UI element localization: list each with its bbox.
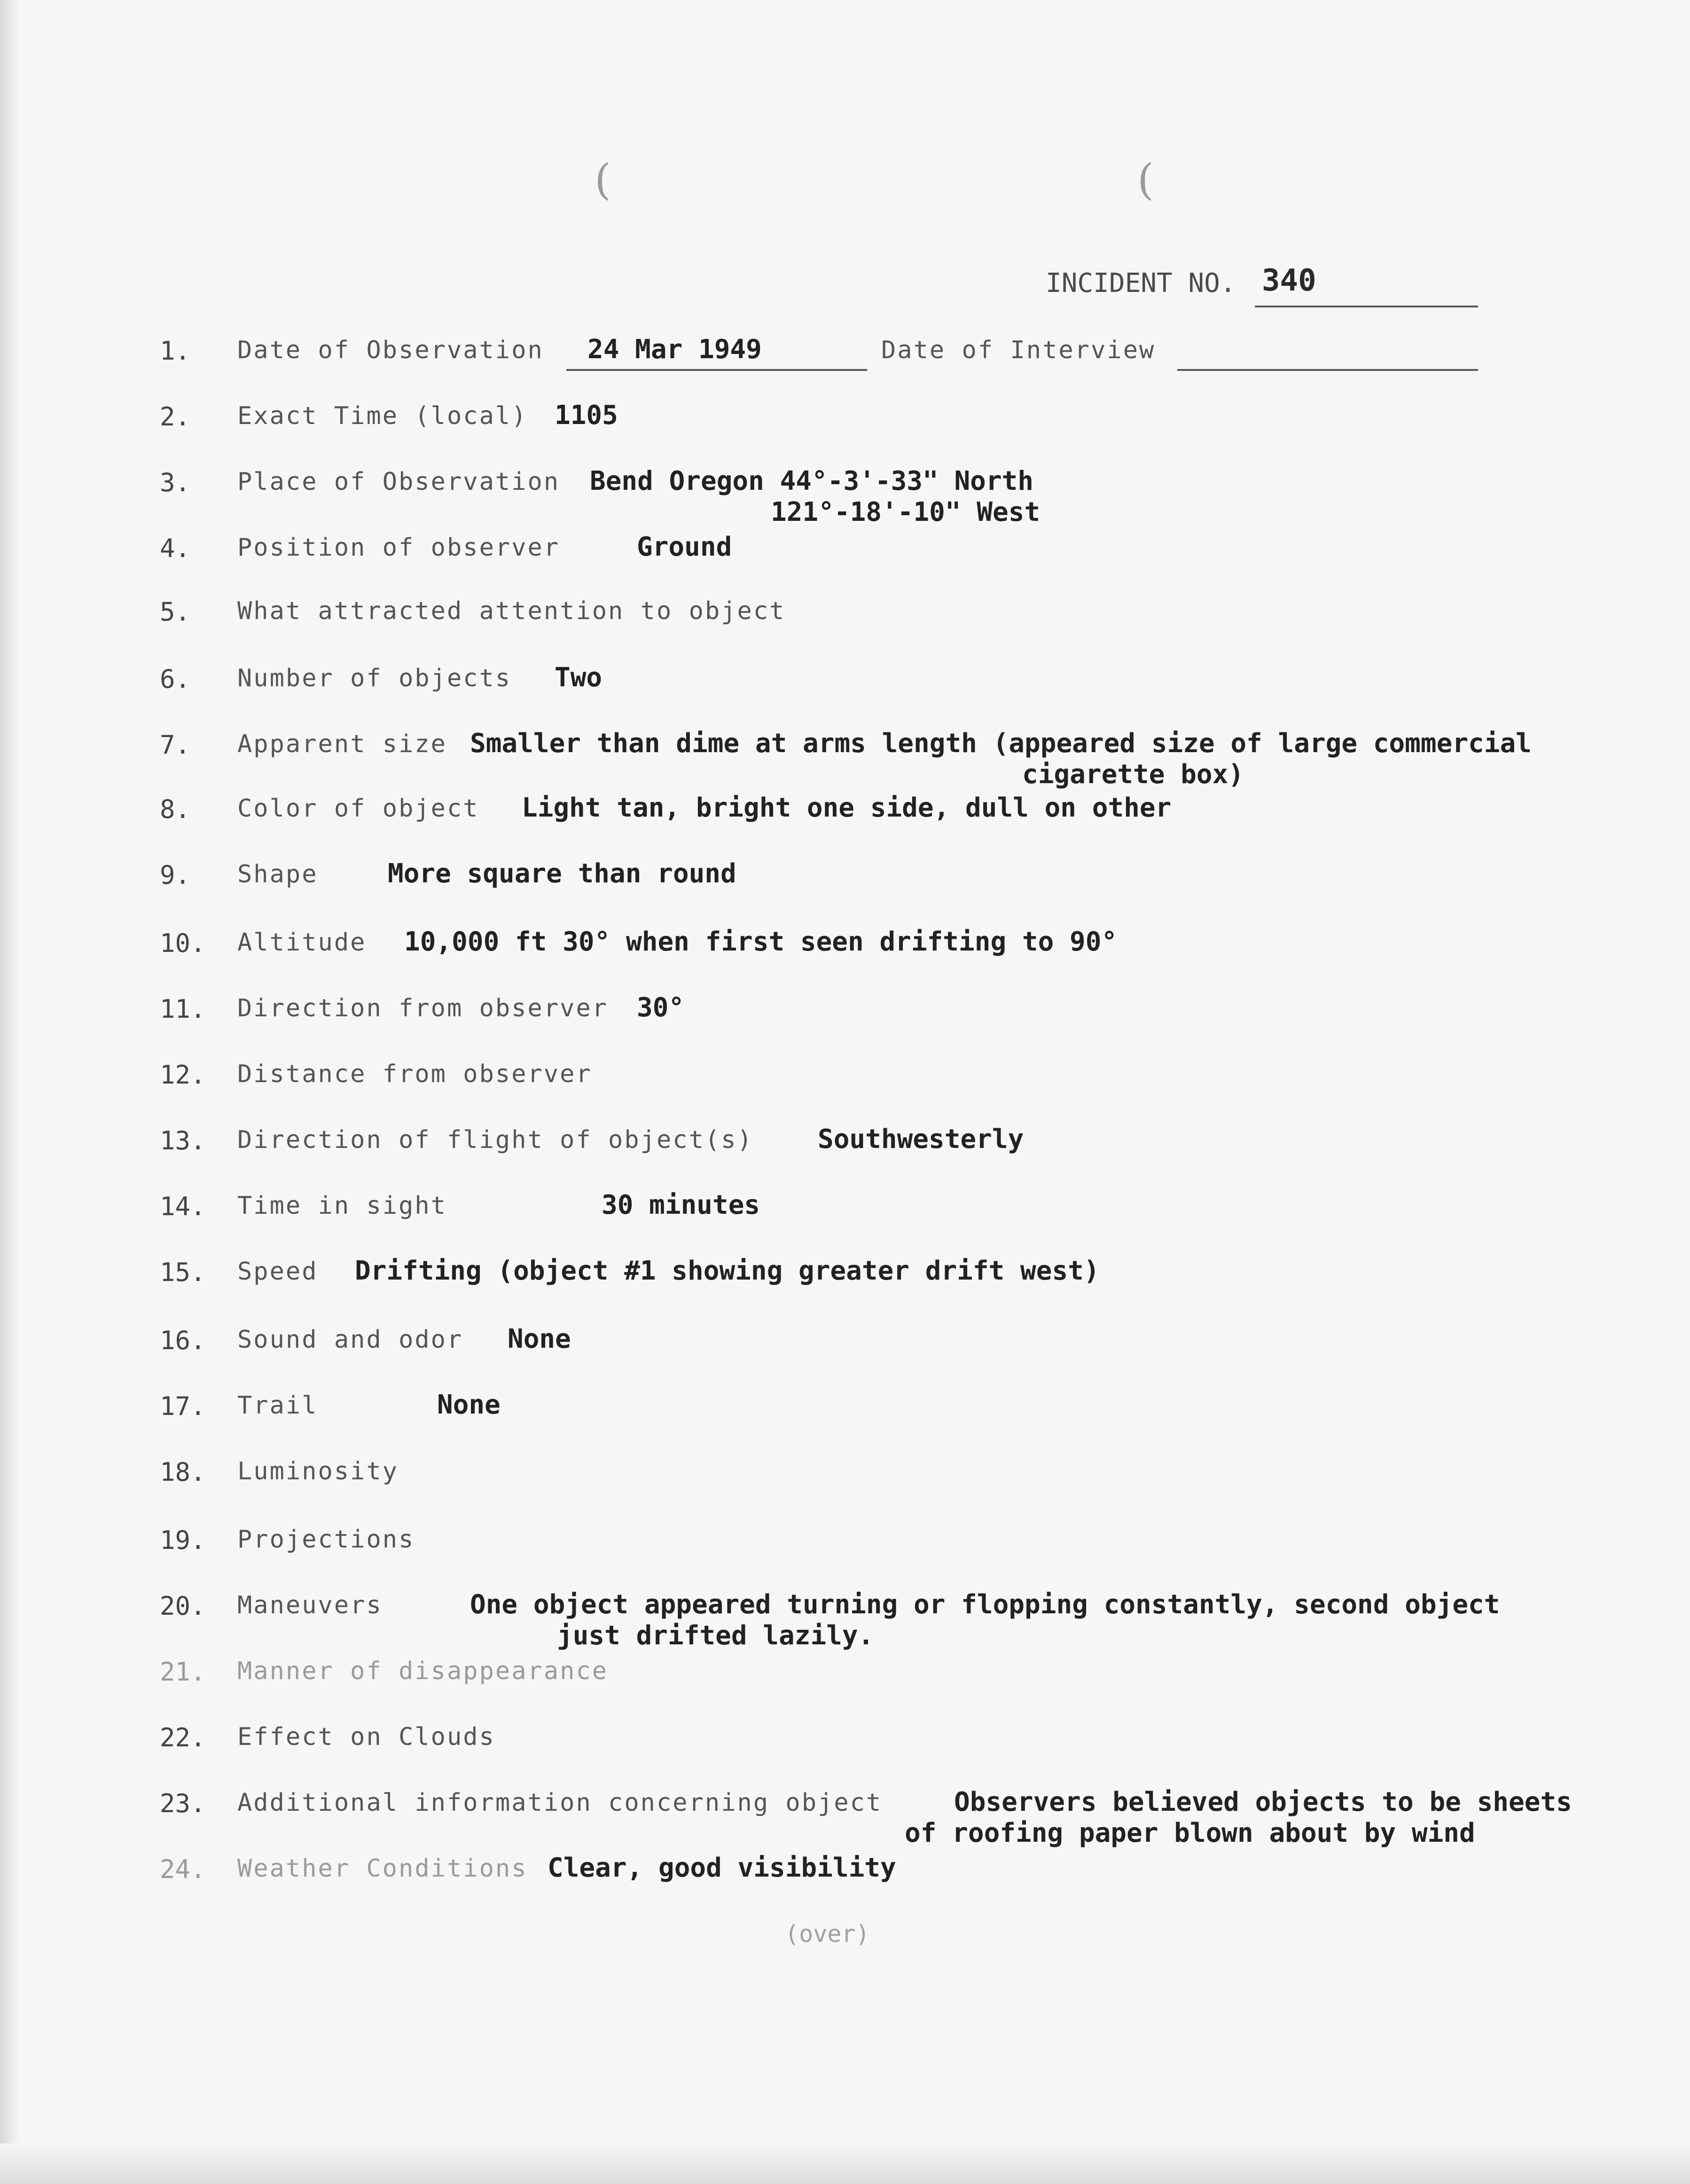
item-value: None (508, 1324, 571, 1354)
item-value: 24 Mar 1949 (587, 334, 762, 365)
item-value: Clear, good visibility (548, 1853, 896, 1883)
item-4 (0, 534, 1690, 595)
item-number: 21. (160, 1657, 206, 1687)
item-number: 17. (160, 1391, 206, 1421)
item-9 (0, 860, 1690, 921)
item-value-line2: of roofing paper blown about by wind (905, 1818, 1475, 1848)
item-label: Color of object (237, 794, 479, 823)
item-value: 30° (637, 992, 685, 1023)
item-number: 23. (160, 1789, 206, 1818)
date-observation-underline (566, 369, 867, 371)
item-7 (0, 730, 1690, 791)
punch-mark-left: ( (595, 155, 611, 204)
item-13 (0, 1126, 1690, 1187)
item-number: 6. (160, 664, 191, 694)
item-11 (0, 994, 1690, 1055)
item-label: Manner of disappearance (237, 1657, 609, 1685)
item-value: More square than round (388, 858, 736, 889)
item-8 (0, 794, 1690, 856)
item-label: Weather Conditions (237, 1854, 528, 1883)
item-label: Time in sight (237, 1192, 447, 1220)
item-15 (0, 1257, 1690, 1319)
item-number: 10. (160, 928, 206, 958)
item-16 (0, 1326, 1690, 1387)
item-20 (0, 1591, 1690, 1652)
item-1 (0, 336, 1690, 397)
item-value: One object appeared turning or flopping constantly, second object (470, 1589, 1500, 1620)
incident-underline (1255, 306, 1478, 307)
item-number: 1. (160, 336, 191, 366)
item-value: Smaller than dime at arms length (appeared size of large commercial (470, 728, 1532, 759)
item-label: Apparent size (237, 730, 447, 758)
item-label: Altitude (237, 928, 367, 957)
item-number: 5. (160, 597, 191, 627)
item-label: Luminosity (237, 1457, 399, 1485)
item-label: Speed (237, 1257, 318, 1286)
item-number: 20. (160, 1591, 206, 1621)
item-value: Two (555, 662, 602, 693)
item-label-secondary: Date of Interview (881, 336, 1156, 364)
item-number: 15. (160, 1257, 206, 1287)
item-value: 1105 (555, 400, 618, 431)
item-label: What attracted attention to object (237, 597, 786, 625)
item-label: Projections (237, 1525, 415, 1554)
item-value: Light tan, bright one side, dull on other (522, 793, 1172, 823)
item-number: 8. (160, 794, 191, 824)
item-label: Shape (237, 860, 318, 888)
footer-note: (over) (785, 1920, 870, 1948)
item-number: 3. (160, 468, 191, 497)
item-number: 11. (160, 994, 206, 1024)
item-label: Direction of flight of object(s) (237, 1126, 753, 1154)
item-label: Additional information concerning object (237, 1789, 883, 1817)
item-22 (0, 1723, 1690, 1784)
incident-label: INCIDENT NO. (1046, 268, 1236, 299)
item-label: Effect on Clouds (237, 1723, 495, 1751)
item-value: 30 minutes (602, 1190, 760, 1220)
item-label: Trail (237, 1391, 318, 1420)
item-number: 19. (160, 1525, 206, 1555)
item-label: Distance from observer (237, 1060, 592, 1088)
item-number: 9. (160, 860, 191, 890)
item-19 (0, 1525, 1690, 1587)
item-3 (0, 468, 1690, 529)
item-number: 16. (160, 1326, 206, 1355)
item-value: Ground (637, 532, 732, 562)
item-10 (0, 928, 1690, 990)
item-label: Number of objects (237, 664, 512, 692)
item-number: 12. (160, 1060, 206, 1090)
item-number: 13. (160, 1126, 206, 1155)
item-6 (0, 664, 1690, 725)
item-5 (0, 597, 1690, 658)
item-24 (0, 1854, 1690, 1916)
item-value-line2: cigarette box) (1022, 759, 1244, 790)
item-label: Date of Observation (237, 336, 544, 364)
item-2 (0, 402, 1690, 463)
item-value: Southwesterly (818, 1124, 1024, 1155)
punch-mark-right: ( (1137, 155, 1154, 204)
item-label: Direction from observer (237, 994, 609, 1022)
item-label: Position of observer (237, 534, 560, 562)
item-value-line2: 121°-18'-10" West (771, 497, 1041, 527)
item-value: None (437, 1390, 501, 1420)
item-17 (0, 1391, 1690, 1453)
item-label: Exact Time (local) (237, 402, 528, 430)
item-number: 2. (160, 402, 191, 432)
item-14 (0, 1192, 1690, 1253)
scan-edge-bottom (0, 2144, 1690, 2184)
item-value: 10,000 ft 30° when first seen drifting to 90° (404, 927, 1118, 957)
item-number: 22. (160, 1723, 206, 1752)
item-number: 18. (160, 1457, 206, 1487)
item-label: Place of Observation (237, 468, 560, 496)
item-18 (0, 1457, 1690, 1518)
incident-number: 340 (1262, 263, 1316, 298)
item-23 (0, 1789, 1690, 1850)
item-12 (0, 1060, 1690, 1121)
item-value: Drifting (object #1 showing greater drift west) (355, 1256, 1100, 1286)
item-number: 14. (160, 1192, 206, 1221)
item-21 (0, 1657, 1690, 1718)
item-value: Bend Oregon 44°-3'-33" North (590, 466, 1034, 496)
item-label: Maneuvers (237, 1591, 383, 1619)
item-value-line2: just drifted lazily. (557, 1620, 874, 1651)
item-value: Observers believed objects to be sheets (954, 1787, 1572, 1817)
item-number: 4. (160, 534, 191, 563)
date-interview-underline (1177, 369, 1478, 371)
item-label: Sound and odor (237, 1326, 463, 1354)
item-number: 24. (160, 1854, 206, 1884)
item-number: 7. (160, 730, 191, 760)
